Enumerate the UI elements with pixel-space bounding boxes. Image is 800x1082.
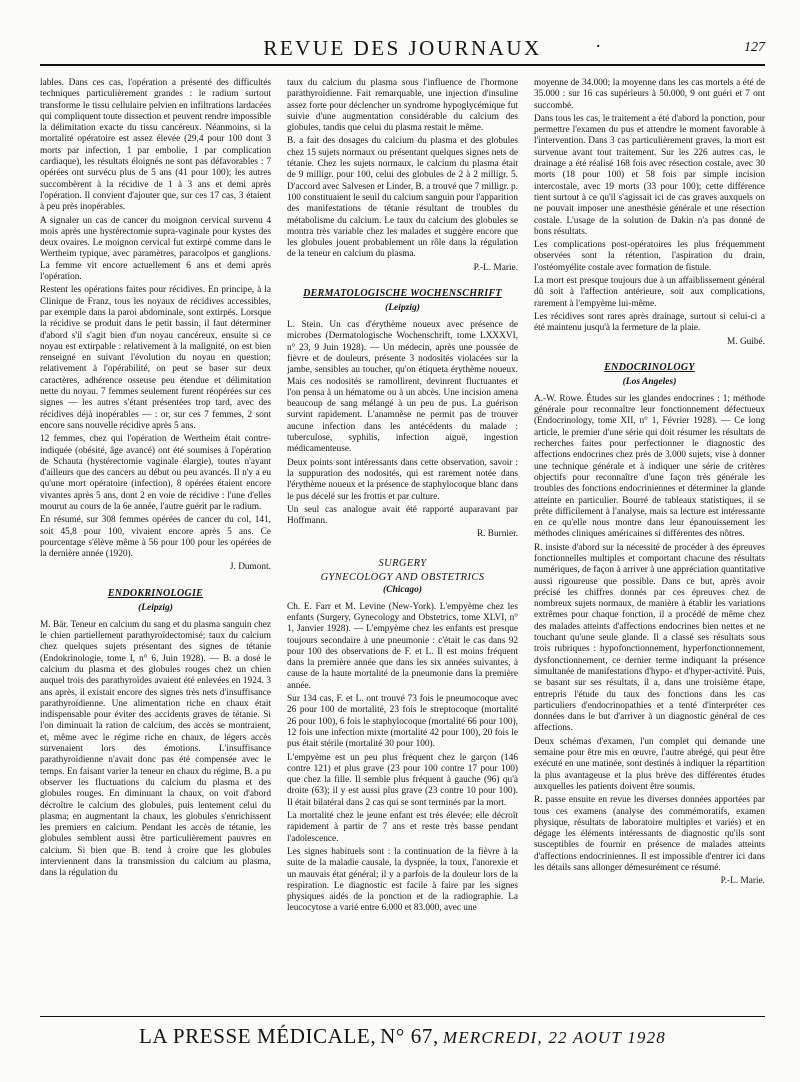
author-signature: P.-L. Marie. xyxy=(720,876,765,887)
column-1 xyxy=(40,78,271,962)
paragraph: L'empyème est un peu plus fréquent chez le garçon (146 contre 121) et plus grave (23 pour 100 contre 17 pour 100) que chez la fille. Il semble plus fréquent à gauche (96) qu'à droite (63); il y est aussi plus grave (23 contre 10 pour 100). Il était bilatéral dans 2 cas qui se sont terminés par la mort. xyxy=(287,752,518,808)
running-footer xyxy=(40,1024,765,1054)
paragraph: Deux points sont intéressants dans cette observation, savoir : la suppuration des nodosités, qui est rarement notée dans l'érythème noueux et la présence de staphylocoque blanc dans le pus décelé sur les frottis et par culture. xyxy=(287,457,518,502)
paragraph: Un seul cas analogue avait été rapporté auparavant par Hoffmann. xyxy=(287,504,518,527)
page-number: 127 xyxy=(744,40,765,55)
issue-number: N° 67, xyxy=(380,1024,439,1048)
section-city: (Leipzig) xyxy=(385,303,420,314)
paragraph: Ch. E. Farr et M. Levine (New-York). L'empyème chez les enfants (Surgery, Gynecology and Obstetrics, tome XLVI, n° 1, Janvier 1928). — L'empyème chez les enfants est presque toujours secondaire à une pneumonie : c'était le cas dans 92 pour 100 des observations de F. et L. Il est moins fréquent dans la première année que dans les six années suivantes, à cause de la haute mortalité de la pneumonie dans la première année. xyxy=(287,601,518,691)
section-city: (Leipzig) xyxy=(138,602,173,613)
author-signature: R. Burnier. xyxy=(476,529,518,540)
section-heading: ENDOCRINOLOGY xyxy=(604,361,695,373)
author-signature: J. Dumont. xyxy=(229,562,271,573)
header-dot: · xyxy=(595,36,602,57)
paragraph: R. insiste d'abord sur la nécessité de procéder à des épreuves fonctionnelles multiples et comportant chacune des résultats numériques, de façon à arriver à une appréciation quantitative aussi rigoureuse que possible. Dans ce but, après avoir précisé les chiffres donnés par ces épreuves chez de nombreux sujets normaux, de manière à établir les variations extrêmes pour chaque fonction, il a procédé de même chez des malades atteints d'affections endocrines bien nettes et ne touchant qu'une seule glande. Il a classé ses résultats sous trois rubriques : hypofonctionnement, hyperfonctionnement, dysfonctionnement, ce dernier terme indiquant la présence simultanée de manifestations d'hypo- et d'hyper-activité. Puis, se basant sur ses résultats, il a, dans une troisième étape, entrepris l'étude du taux des fonctions dans les cas particuliers d'endocrinopathies et a tenté d'interpréter ces données dans le but d'arriver à un diagnostic général de ces affections. xyxy=(534,542,765,734)
paragraph: Deux schémas d'examen, l'un complet qui demande une semaine pour être mis en œuvre, l'autre abrégé, qui peut être exécuté en une matinée, sont destinés à indiquer la répartition la plus avantageuse et la plus brève des différentes études auxquelles les patients doivent être soumis. xyxy=(534,736,765,792)
author-signature: M. Guibé. xyxy=(727,336,765,347)
header-rule xyxy=(40,64,765,66)
paragraph: 12 femmes, chez qui l'opération de Wertheim était contre-indiquée (obésité, âge avancé) ont été soumises à l'opération de Schauta (hystérectomie vaginale élargie), toutes n'ayant d'ailleurs que des cancers au début ou peu avancés. Il n'y a eu qu'une mort opératoire (infection), 8 opérées étaient encore vivantes après 5 ans, dont 2 en voie de récidive : l'une d'elles mourut au cours de la 6e année, l'autre guérit par le radium. xyxy=(40,434,271,512)
paragraph: M. Bär. Teneur en calcium du sang et du plasma sanguin chez le chien partiellement parathyroïdectomisé; taux du calcium chez quelques sujets présentant des signes de tétanie (Endokrinologie, tome I, n° 6, Juin 1928). — B. a dosé le calcium du plasma et des globules rouges chez un chien auquel trois des parathyroïdes avaient été enlevées en 1924. 3 ans après, il existait encore des signes très nets d'insuffisance parathyroïdienne. Une alimentation riche en chaux était indispensable pour éviter des accidents graves de tétanie. Si l'on diminuait la ration de calcium, des accès se montraient, et, même avec le régime riche en chaux, de légers accès survenaient lors des émotions. L'insuffisance parathyroïdienne n'avait donc pas été compensée avec le temps. En faisant varier la teneur en chaux du régime, B. a pu observer les fluctuations du calcium du plasma et des globules rouges. En diminuant la chaux, on voit d'abord décroître le calcium des globules, puis lentement celui du plasma; en augmentant la chaux, les globules s'enrichissent les premiers en calcium. Pendant les accès de tétanie, les globules semblent aussi être particulièrement pauvres en calcium. Si bien que B. tend à croire que les globules interviennent dans la transmission du calcium au plasma, dans la régulation du xyxy=(40,619,271,879)
paragraph: A signaler un cas de cancer du moignon cervical survenu 4 mois après une hystérectomie supra-vaginale pour kystes des deux ovaires. Le moignon cervical fut extirpé comme dans le Wertheim typique, avec paramètres, paracolpos et ganglions. La femme vit encore actuellement 6 ans et demi après l'opération. xyxy=(40,215,271,283)
section-city: (Chicago) xyxy=(382,584,423,595)
paragraph: Sur 134 cas, F. et L. ont trouvé 73 fois le pneumocoque avec 26 pour 100 de mortalité, 23 fois le streptocoque (mortalité 26 pour 100), 6 fois le staphylocoque (mortalité 66 pour 100), 12 fois une infection mixte (mortalité 42 pour 100), 20 fois le pus était stérile (mortalité 30 pour 100). xyxy=(287,694,518,750)
section-heading-line-2: GYNECOLOGY AND OBSTETRICS xyxy=(320,571,485,583)
paragraph: La mort est presque toujours due à un affaiblissement général dû soit à l'affection antérieure, soit aux complications, rarement à l'empyème lui-même. xyxy=(534,276,765,309)
column-2 xyxy=(287,78,518,962)
paragraph: moyenne de 34.000; la moyenne dans les cas mortels a été de 35.000 : sur 16 cas supérieurs à 50.000, 9 ont guéri et 7 ont succombé. xyxy=(534,78,765,111)
paragraph: Les récidives sont rares après drainage, surtout si celui-ci a été maintenu jusqu'à la fermeture de la plaie. xyxy=(534,311,765,334)
issue-date: MERCREDI, 22 AOUT 1928 xyxy=(442,1028,666,1047)
paragraph: En résumé, sur 308 femmes opérées de cancer du col, 141, soit 45,8 pour 100, vivaient encore après 5 ans. Ce pourcentage s'élève même à 56 pour 100 pour les opérées de la dernière année (1920). xyxy=(40,515,271,560)
paragraph: Les complications post-opératoires les plus fréquemment observées sont la rétention, l'aspiration du drain, l'ostéomyélite costale avec formation de fistule. xyxy=(534,240,765,273)
journal-name: LA PRESSE MÉDICALE, xyxy=(139,1024,377,1048)
column-3 xyxy=(534,78,765,962)
paragraph: B. a fait des dosages du calcium du plasma et des globules chez 15 sujets normaux ou présentant quelques signes nets de tétanie. Chez les sujets normaux, le calcium du plasma était de 9 milligr. pour 100, celui des globules de 2 à 2 milligr. 5. D'accord avec Salvesen et Linder, B. a trouvé que 7 milligr. p. 100 constituaient le seuil du calcium sanguin pour l'apparition des manifestations de tétanie résultant de troubles du métabolisme du calcium. Le taux du calcium des globules se montra très variable chez les malades et suggère encore que les globules jouent probablement un rôle dans la régulation de la teneur en calcium du plasma. xyxy=(287,136,518,260)
journal-section-title: REVUE DES JOURNAUX xyxy=(263,36,542,60)
paragraph: Les signes habituels sont : la continuation de la fièvre à la suite de la maladie causale, la dyspnée, la toux, l'anorexie et un mauvais état général; il y a parfois de la douleur lors de la respiration. Le diagnostic est facile à faire par les signes physiques aidés de la ponction et de la radiographie. La leucocytose a varié entre 6.000 et 83.000, avec une xyxy=(287,846,518,914)
paragraph: La mortalité chez le jeune enfant est très élevée; elle décroît rapidement à partir de 7 ans et reste très basse pendant l'adolescence. xyxy=(287,811,518,844)
paragraph: taux du calcium du plasma sous l'influence de l'hormone parathyroïdienne. Fait remarquable, une injection d'insuline assez forte pour déclencher un syndrome hypoglycémique fut suivie d'une augmentation considérable du calcium des globules, tandis que celui du plasma restait le même. xyxy=(287,78,518,134)
paragraph: Restent les opérations faites pour récidives. En principe, à la Clinique de Franz, tous les noyaux de récidives accessibles, par exemple dans la paroi abdominale, sont extirpés. Lorsque la récidive se produit dans le petit bassin, il faut déterminer d'abord s'il s'agit bien d'un noyau cancéreux, ensuite si ce noyau est extirpable : relativement à la malignité, on est bien renseigné en suivant l'évolution du noyau en question; relativement à l'opérabilité, on peut se baser sur deux caractères, adhérence osseuse peu étendue et délimitation nette du noyau. 7 femmes seulement furent réopérées sur ces signes — les autres s'étant présentées trop tard, avec des récidives déjà inopérables — : or, sur ces 7 femmes, 2 sont encore sans nouvelle récidive après 5 ans. xyxy=(40,285,271,431)
section-heading: DERMATOLOGISCHE WOCHENSCHRIFT xyxy=(303,288,502,300)
section-heading: ENDOKRINOLOGIE xyxy=(107,587,204,599)
paragraph: lables. Dans ces cas, l'opération a présenté des difficultés techniques particulièrement grandes : le radium surtout transforme le tissu cellulaire pelvien en infiltrations lardacées qui compliquent toute dissection et peuvent rendre impossible la délimitation exacte du tissu cancéreux. Néanmoins, si la mortalité opératoire est assez élevée (29,4 pour 100 dont 3 morts par infection, 1 par embolie, 1 par complication cardiaque), les résultats éloignés ne sont pas défavorables : 7 opérées ont survécu plus de 5 ans (41 pour 100); les autres succombèrent à la récidive de 1 à 3 ans et demi après l'opération. Il convient d'ajouter que, sur ces 17 cas, 3 étaient à peu près inopérables. xyxy=(40,78,271,213)
article-columns xyxy=(40,78,765,962)
footer-rule xyxy=(40,1016,765,1017)
section-city: (Los Angeles) xyxy=(622,376,677,387)
paragraph: Dans tous les cas, le traitement a été d'abord la ponction, pour permettre l'examen du pus et attendre le moment favorable à l'intervention. Dans 3 cas particulièrement graves, la mort est survenue avant tout traitement. Sur les 226 autres cas, le drainage a été réalisé 168 fois avec résection costale, avec 30 morts (18 pour 100) et 58 fois par simple incision intercostale, avec 19 morts (33 pour 100); cette différence tient surtout à ce qu'il s'agissait ici de cas graves auxquels on ne pouvait imposer une anesthésie générale et une résection costale. L'usage de la solution de Dakin n'a pas donné de bons résultats. xyxy=(534,113,765,237)
author-signature: P.-L. Marie. xyxy=(473,262,518,273)
running-header xyxy=(40,34,765,66)
paragraph: R. passe ensuite en revue les diverses données apportées par tous ces examens (analyse des commémoratifs, examen physique, résultats de laboratoire multiples et variés) et en dégage les éléments intéressants de diagnostic qu'ils sont susceptibles de fournir en présence de malades atteints d'affections endocriniennes. Il est impossible d'entrer ici dans les détails sans allonger démesurément ce résumé. xyxy=(534,795,765,873)
paragraph: A.-W. Rowe. Études sur les glandes endocrines : 1; méthode générale pour reconnaître leur fonctionnement défectueux (Endocrinology, tome XII, n° 1, Février 1928). — Ce long article, le premier d'une série qui doit résumer les résultats de recherches faites pour perfectionner le diagnostic des affections endocrines chez près de 3.000 sujets, vise à donner une technique générale et à indiquer une série de critères objectifs pour reconnaître d'une façon très générale les troubles des fonctions endocriniennes et déterminer la glande atteinte en particulier. Bourré de tableaux statistiques, il se prête difficilement à l'analyse, mais sa lecture est intéressante en ce qu'elle nous montre dans leur épanouissement les méthodes cliniques américaines si différentes des nôtres. xyxy=(534,393,765,540)
paragraph: L. Stein. Un cas d'érythème noueux avec présence de microbes (Dermatologische Wochenschrift, tome LXXXVI, n° 23, 9 Juin 1928). — Un médecin, après une poussée de fièvre et de douleurs, présente 3 nodosités violacées sur la jambe, sensibles au toucher, qu'on étiqueta érythème noueux. Mais ces nodosités se ramollirent, devinrent fluctuantes et l'on pensa à un hématome ou à un abcès. Une incision amena beaucoup de sang mélangé à un peu de pus. La guérison survint rapidement. L'anamnèse ne permit pas de trouver aucune infection dans les antécédents du malade : tuberculose, syphilis, infection aiguë, ingestion médicamenteuse. xyxy=(287,320,518,455)
section-heading: SURGERY xyxy=(378,557,427,569)
